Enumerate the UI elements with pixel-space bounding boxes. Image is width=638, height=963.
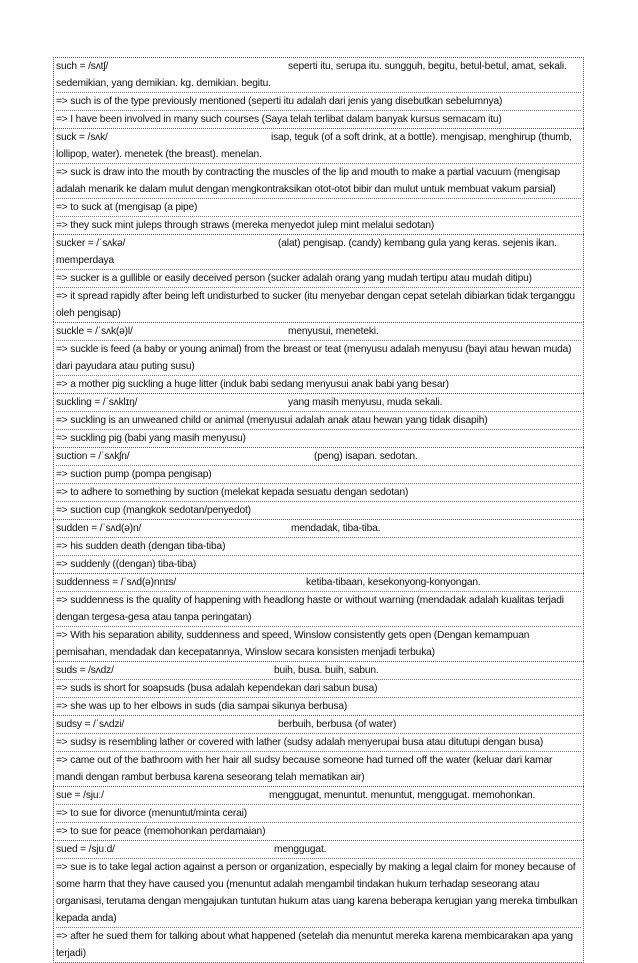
dictionary-entry xyxy=(53,393,584,447)
dictionary-entry xyxy=(53,840,584,963)
entry-definition: menggugat, menuntut. menuntut, menggugat. memohonkan. xyxy=(269,790,536,801)
entry-term: suckle = /ˈsʌk(ə)l/ xyxy=(56,326,133,337)
dictionary-entry xyxy=(53,661,584,715)
entry-definition: ketiba-tibaan, kesekonyong-konyongan. xyxy=(306,577,481,588)
entry-example: => suckling pig (babi yang masih menyusu) xyxy=(56,433,246,444)
entry-example: => suck is draw into the mouth by contracting the muscles of the lip and mouth to make a partial vacuum (mengisap adalah menarik ke dalam mulut dengan mengkontraksikan otot-otot bibir dan mulut untuk membuat vakum parsial) xyxy=(56,164,581,199)
dictionary-entry xyxy=(53,715,584,786)
entry-term: suck = /sʌk/ xyxy=(56,132,108,143)
entry-definition: berbuih, berbusa (of water) xyxy=(278,719,397,730)
dictionary-entry xyxy=(53,447,584,519)
entry-example: => suckling is an unweaned child or animal (menyusui adalah anak atau hewan yang tidak disapih) xyxy=(56,412,581,430)
entry-definition: menyusui, meneteki. xyxy=(288,326,379,337)
entry-headline xyxy=(56,841,581,859)
entry-example: => after he sued them for talking about what happened (setelah dia menuntut mereka karena membicarakan apa yang terjadi) xyxy=(56,931,573,959)
entry-example: => With his separation ability, suddenness and speed, Winslow consistently gets open (Dengan kemampuan pemisahan, mendadak dan kecepatannya, Winslow secara konsisten menjadi terbuka) xyxy=(56,630,530,658)
entry-definition: mendadak, tiba-tiba. xyxy=(291,523,381,534)
entry-term: sudsy = /ˈsʌdzi/ xyxy=(56,719,125,730)
dictionary-entry xyxy=(53,57,584,128)
dictionary-page xyxy=(53,57,584,963)
entry-definition: buih, busa. buih, sabun. xyxy=(274,665,379,676)
entry-term: suction = /ˈsʌkʃn/ xyxy=(56,451,130,462)
entry-example: => suddenly ((dengan) tiba-tiba) xyxy=(56,559,197,570)
entry-example: => sudsy is resembling lather or covered with lather (sudsy adalah menyerupai busa atau ditutupi dengan busa) xyxy=(56,734,581,752)
entry-headline xyxy=(56,716,581,734)
entry-example: => sue is to take legal action against a person or organization, especially by making a legal claim for money because of some harm that they have caused you (menuntut adalah mengambil tindakan hukum terhadap seseorang atau organisasi, terutama dengan mengajukan tuntutan hukum atas uang karena beberapa kerugian yang mereka timbulkan kepada anda) xyxy=(56,859,581,928)
entry-example: => suckle is feed (a baby or young animal) from the breast or teat (menyusu adalah menyusu (bayi atau hewan muda) dari payudara atau puting susu) xyxy=(56,341,581,376)
entry-example: => suds is short for soapsuds (busa adalah kependekan dari sabun busa) xyxy=(56,680,581,698)
entry-headline xyxy=(56,662,581,680)
entry-definition: menggugat. xyxy=(274,844,327,855)
dictionary-entry xyxy=(53,519,584,573)
entry-headline xyxy=(56,394,581,412)
entry-example: => such is of the type previously mentioned (seperti itu adalah dari jenis yang disebutkan sebelumnya) xyxy=(56,93,581,111)
entry-definition: (alat) pengisap. (candy) kembang gula yang keras. sejenis ikan. memperdaya xyxy=(56,238,557,266)
entry-definition: isap, teguk (of a soft drink, at a bottle). mengisap, menghirup (thumb, lollipop, water). menetek (the breast). menelan. xyxy=(56,132,572,160)
dictionary-entry xyxy=(53,786,584,840)
entry-example: => a mother pig suckling a huge litter (induk babi sedang menyusui anak babi yang besar) xyxy=(56,379,449,390)
entry-example: => suddenness is the quality of happening with headlong haste or without warning (mendadak adalah kualitas terjadi dengan tergesa-gesa atau tanpa peringatan) xyxy=(56,592,581,627)
entry-term: sue = /sjuː/ xyxy=(56,790,104,801)
dictionary-entry xyxy=(53,234,584,322)
entry-definition: (peng) isapan. sedotan. xyxy=(314,451,418,462)
entry-example: => I have been involved in many such courses (Saya telah terlibat dalam banyak kursus semacam itu) xyxy=(56,114,502,125)
entry-term: suddenness = /ˈsʌd(ə)nnɪs/ xyxy=(56,577,177,588)
entry-example: => to sue for peace (memohonkan perdamaian) xyxy=(56,826,266,837)
entry-headline xyxy=(56,448,581,466)
dictionary-entry xyxy=(53,128,584,234)
entry-term: sucker = /ˈsʌkə/ xyxy=(56,238,126,249)
entry-example: => to sue for divorce (menuntut/minta cerai) xyxy=(56,805,581,823)
entry-headline xyxy=(56,520,581,538)
entry-term: such = /sʌtʃ/ xyxy=(56,61,109,72)
entry-example: => suction cup (mangkok sedotan/penyedot) xyxy=(56,505,251,516)
entry-example: => it spread rapidly after being left undisturbed to sucker (itu menyebar dengan cepat setelah dibiarkan tidak terganggu oleh pengisap) xyxy=(56,291,575,319)
entry-example: => suction pump (pompa pengisap) xyxy=(56,466,581,484)
entry-term: sudden = /ˈsʌd(ə)n/ xyxy=(56,523,142,534)
entry-example: => she was up to her elbows in suds (dia sampai sikunya berbusa) xyxy=(56,701,348,712)
entry-headline xyxy=(56,235,581,270)
entry-headline xyxy=(56,129,581,164)
entry-definition: seperti itu, serupa itu. sungguh, begitu, betul-betul, amat, sekali. sedemikian, yang demikian. kg. demikian. begitu. xyxy=(56,61,567,89)
entry-example: => his sudden death (dengan tiba-tiba) xyxy=(56,538,581,556)
entry-headline xyxy=(56,323,581,341)
entry-example: => to adhere to something by suction (melekat kepada sesuatu dengan sedotan) xyxy=(56,484,581,502)
entry-example: => to suck at (mengisap (a pipe) xyxy=(56,199,581,217)
entry-term: sued = /sjuːd/ xyxy=(56,844,115,855)
entry-headline xyxy=(56,787,581,805)
entry-example: => they suck mint juleps through straws (mereka menyedot julep mint melalui sedotan) xyxy=(56,220,435,231)
entry-headline xyxy=(56,58,581,93)
entry-term: suds = /sʌdz/ xyxy=(56,665,114,676)
entry-term: suckling = /ˈsʌklɪŋ/ xyxy=(56,397,138,408)
entry-example: => came out of the bathroom with her hair all sudsy because someone had turned off the water (keluar dari kamar mandi dengan rambut berbusa karena seseorang telah mematikan air) xyxy=(56,755,553,783)
entry-example: => sucker is a gullible or easily deceived person (sucker adalah orang yang mudah tertipu atau mudah ditipu) xyxy=(56,270,581,288)
entry-headline xyxy=(56,574,581,592)
dictionary-entry xyxy=(53,322,584,393)
entry-definition: yang masih menyusu, muda sekali. xyxy=(288,397,443,408)
dictionary-entry xyxy=(53,573,584,661)
